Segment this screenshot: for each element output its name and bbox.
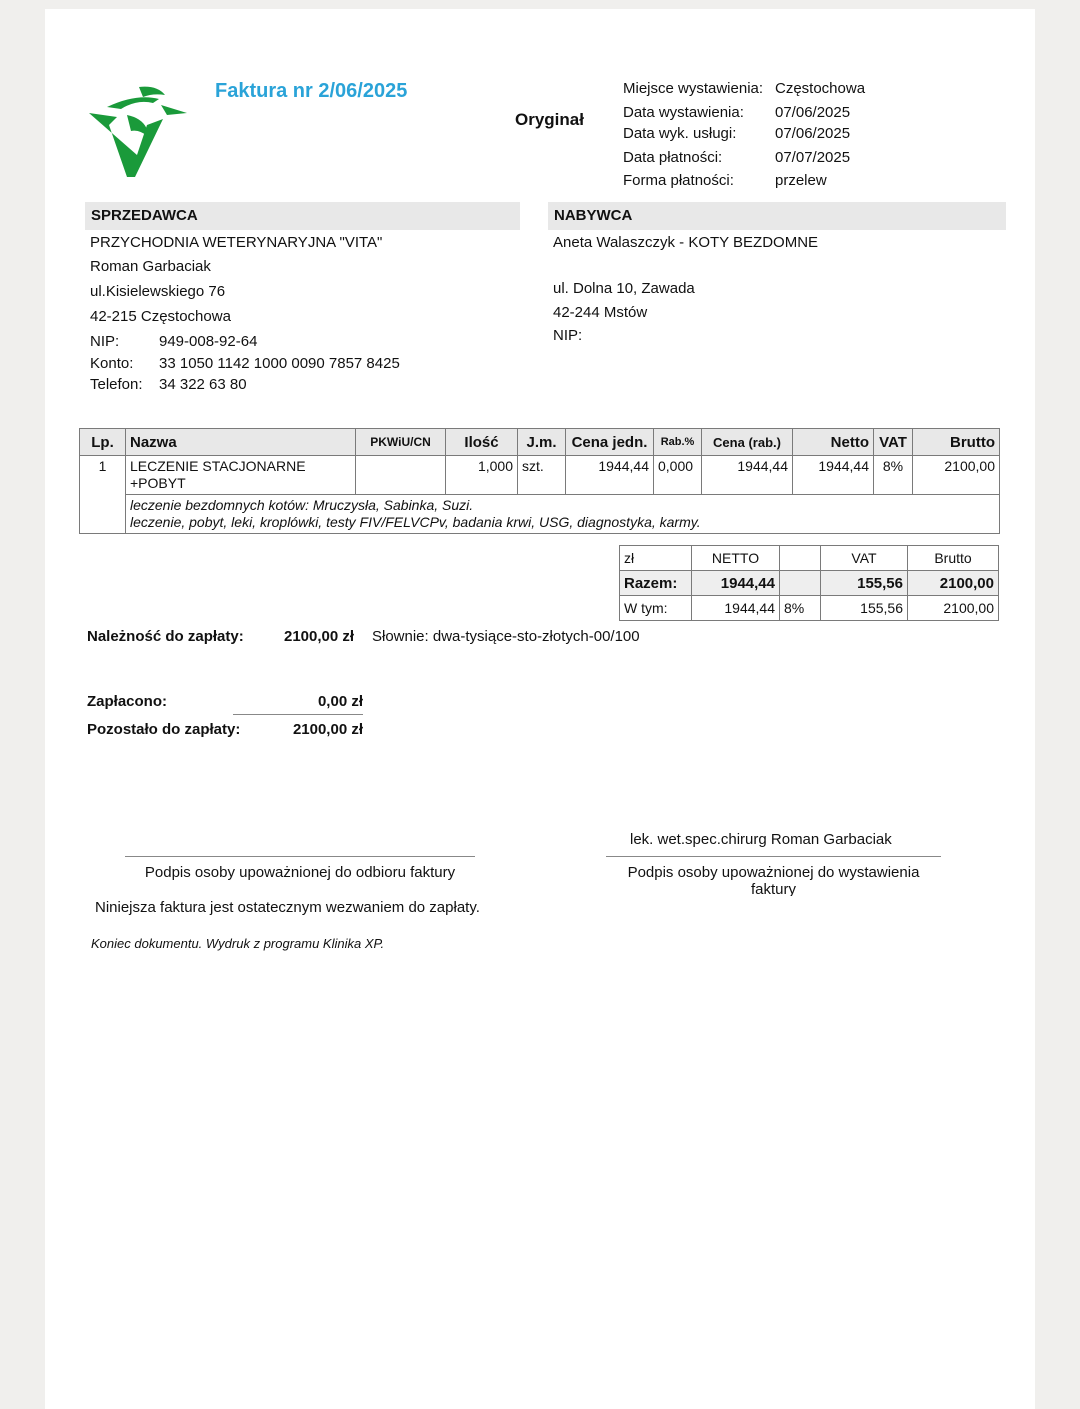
row-discount: 0,000 — [654, 456, 702, 495]
summary-table — [619, 545, 999, 621]
seller-street: ul.Kisielewskiego 76 — [90, 283, 226, 300]
seller-account: 33 1050 1142 1000 0090 7857 8425 — [159, 355, 400, 372]
items-table — [79, 428, 1000, 534]
seller-nip-label: NIP: — [90, 333, 120, 350]
items-header-row — [80, 429, 1000, 456]
col-unit: J.m. — [518, 429, 566, 456]
due-words: Słownie: dwa-tysiące-sto-złotych-00/100 — [372, 628, 640, 645]
summary-incl-label: W tym: — [620, 596, 692, 621]
col-price: Cena jedn. — [566, 429, 654, 456]
summary-total-net: 1944,44 — [692, 571, 780, 596]
meta-value-issue-date: 07/06/2025 — [775, 104, 851, 121]
meta-value-service-date: 07/06/2025 — [775, 125, 851, 142]
due-value: 2100,00 zł — [284, 628, 355, 645]
original-label: Oryginał — [515, 110, 584, 129]
issuer-caption-line1: Podpis osoby upoważnionej do wystawienia — [627, 864, 920, 881]
summary-total-empty — [780, 571, 821, 596]
receiver-signature-line — [125, 856, 475, 857]
meta-label-issue-date: Data wystawienia: — [623, 104, 744, 121]
remaining-value: 2100,00 zł — [292, 721, 363, 738]
col-gross: Brutto — [913, 429, 1000, 456]
summary-incl-net: 1944,44 — [692, 596, 780, 621]
row-price-disc: 1944,44 — [702, 456, 793, 495]
remaining-label: Pozostało do zapłaty: — [87, 721, 241, 738]
col-pkwiu: PKWiU/CN — [356, 429, 446, 456]
buyer-city: 42-244 Mstów — [553, 304, 648, 321]
row-qty: 1,000 — [446, 456, 518, 495]
seller-phone: 34 322 63 80 — [159, 376, 247, 393]
paid-value: 0,00 zł — [317, 693, 363, 710]
row-name — [126, 456, 356, 495]
row-price: 1944,44 — [566, 456, 654, 495]
col-lp: Lp. — [80, 429, 126, 456]
summary-incl-gross: 2100,00 — [908, 596, 999, 621]
row-description — [126, 495, 1000, 534]
summary-incl-rate: 8% — [780, 596, 821, 621]
clinic-logo-icon — [87, 85, 191, 189]
seller-nip: 949-008-92-64 — [159, 333, 258, 350]
summary-total-vat: 155,56 — [821, 571, 908, 596]
col-price-disc: Cena (rab.) — [702, 429, 793, 456]
summary-total-label: Razem: — [620, 571, 692, 596]
row-name-line2: +POBYT — [130, 475, 186, 491]
seller-name: PRZYCHODNIA WETERYNARYJNA "VITA" — [90, 234, 383, 251]
paid-label: Zapłacono: — [87, 693, 168, 710]
meta-label-service-date: Data wyk. usługi: — [623, 125, 737, 142]
row-lp: 1 — [80, 456, 126, 534]
due-label: Należność do zapłaty: — [87, 628, 244, 645]
row-name-line1: LECZENIE STACJONARNE — [130, 458, 306, 474]
row-unit: szt. — [518, 456, 566, 495]
meta-label-payment-date: Data płatności: — [623, 149, 723, 166]
col-name: Nazwa — [126, 429, 356, 456]
col-discount: Rab.% — [654, 429, 702, 456]
summary-currency: zł — [620, 546, 692, 571]
meta-value-payment-method: przelew — [775, 172, 827, 189]
row-desc-line1: leczenie bezdomnych kotów: Mruczysła, Sabinka, Suzi. — [130, 497, 474, 513]
summary-vat-header: VAT — [821, 546, 908, 571]
summary-incl-row — [620, 596, 999, 621]
summary-total-row — [620, 571, 999, 596]
buyer-header: NABYWCA — [548, 202, 1006, 230]
receiver-caption: Podpis osoby upoważnionej do odbioru faktury — [144, 864, 456, 881]
row-pkwiu — [356, 456, 446, 495]
summary-incl-vat: 155,56 — [821, 596, 908, 621]
seller-city: 42-215 Częstochowa — [90, 308, 231, 325]
row-vat: 8% — [874, 456, 913, 495]
summary-header-row — [620, 546, 999, 571]
seller-account-label: Konto: — [90, 355, 134, 372]
meta-label-place: Miejsce wystawienia: — [623, 80, 764, 97]
issuer-signature-line — [606, 856, 941, 857]
summary-net-header: NETTO — [692, 546, 780, 571]
meta-value-payment-date: 07/07/2025 — [775, 149, 851, 166]
buyer-nip-label: NIP: — [553, 327, 583, 344]
final-notice: Niniejsza faktura jest ostatecznym wezwaniem do zapłaty. — [95, 899, 480, 916]
document-end-note: Koniec dokumentu. Wydruk z programu Klinika XP. — [91, 936, 385, 951]
invoice-title: Faktura nr 2/06/2025 — [215, 80, 408, 102]
summary-empty-cell — [780, 546, 821, 571]
meta-label-payment-method: Forma płatności: — [623, 172, 734, 189]
buyer-name: Aneta Walaszczyk - KOTY BEZDOMNE — [553, 234, 819, 251]
col-vat: VAT — [874, 429, 913, 456]
row-desc-line2: leczenie, pobyt, leki, kroplówki, testy FIV/FELVCPv, badania krwi, USG, diagnostyka, karmy. — [130, 514, 701, 530]
col-qty: Ilość — [446, 429, 518, 456]
table-row — [80, 456, 1000, 495]
table-row-description — [80, 495, 1000, 534]
invoice-page — [45, 9, 1035, 1409]
row-gross: 2100,00 — [913, 456, 1000, 495]
seller-header: SPRZEDAWCA — [85, 202, 520, 230]
col-net: Netto — [793, 429, 874, 456]
summary-gross-header: Brutto — [908, 546, 999, 571]
summary-total-gross: 2100,00 — [908, 571, 999, 596]
buyer-street: ul. Dolna 10, Zawada — [553, 280, 695, 297]
row-net: 1944,44 — [793, 456, 874, 495]
seller-person: Roman Garbaciak — [90, 258, 211, 275]
issuer-name: lek. wet.spec.chirurg Roman Garbaciak — [630, 831, 892, 848]
paid-divider — [233, 714, 363, 715]
meta-value-place: Częstochowa — [775, 80, 866, 97]
issuer-caption-line2: faktury — [750, 881, 796, 896]
seller-phone-label: Telefon: — [90, 376, 143, 393]
